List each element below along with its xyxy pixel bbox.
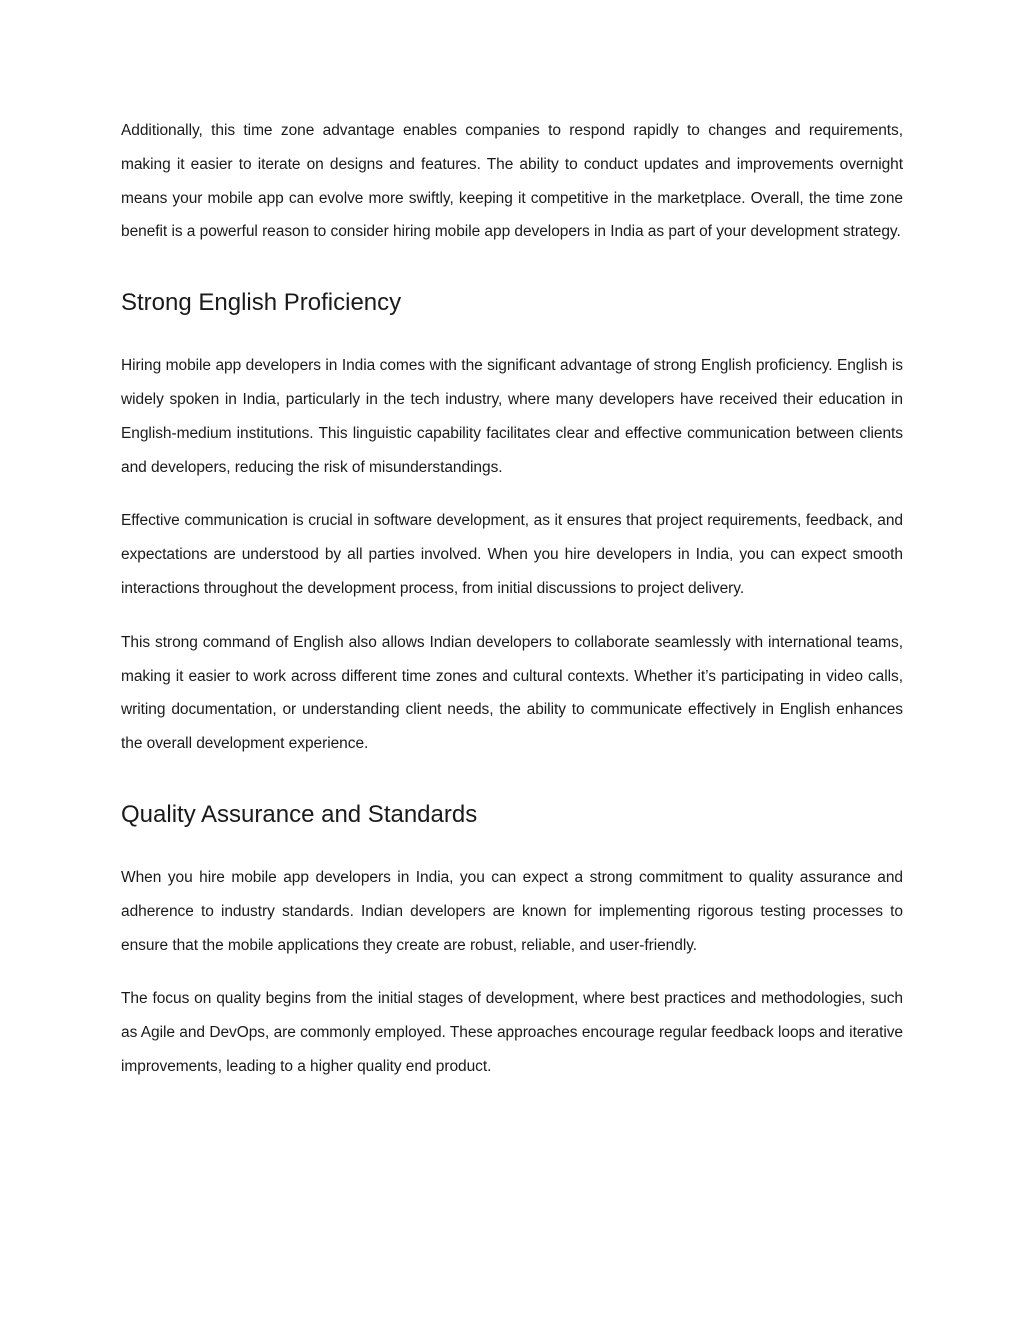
english-paragraph-3: This strong command of English also allows Indian developers to collaborate seamlessly with international teams, making it easier to work across different time zones and cultural contexts. Whether it’s participating in video calls, writing documentation, or understanding client needs, the ability to communicate effectively in English enhances the overall development experience.: [121, 633, 903, 753]
section-heading-quality-assurance: Quality Assurance and Standards: [121, 800, 478, 828]
english-paragraph-1: Hiring mobile app developers in India comes with the significant advantage of strong English proficiency. English is widely spoken in India, particularly in the tech industry, where many developers have received their education in English-medium institutions. This linguistic capability facilitates clear and effective communication between clients and developers, reducing the risk of misunderstandings.: [121, 357, 903, 476]
intro-paragraph: Additionally, this time zone advantage enables companies to respond rapidly to changes and requirements, making it easier to iterate on designs and features. The ability to conduct updates and improvements overnight means your mobile app can evolve more swiftly, keeping it competitive in the marketplace. Overall, the time zone benefit is a powerful reason to consider hiring mobile app developers in India as part of your development strategy.: [121, 122, 903, 241]
english-paragraph-2: Effective communication is crucial in software development, as it ensures that project requirements, feedback, and expectations are understood by all parties involved. When you hire developers in India, you can expect smooth interactions throughout the development process, from initial discussions to project delivery.: [121, 512, 903, 597]
document-page: [121, 114, 903, 1084]
quality-paragraph-1: When you hire mobile app developers in India, you can expect a strong commitment to quality assurance and adherence to industry standards. Indian developers are known for implementing rigorous testing processes to ensure that the mobile applications they create are robust, reliable, and user-friendly.: [121, 868, 903, 954]
quality-paragraph-2: The focus on quality begins from the initial stages of development, where best practices and methodologies, such as Agile and DevOps, are commonly employed. These approaches encourage regular feedback loops and iterative improvements, leading to a higher quality end product.: [121, 990, 903, 1075]
section-heading-english-proficiency: Strong English Proficiency: [121, 289, 402, 317]
